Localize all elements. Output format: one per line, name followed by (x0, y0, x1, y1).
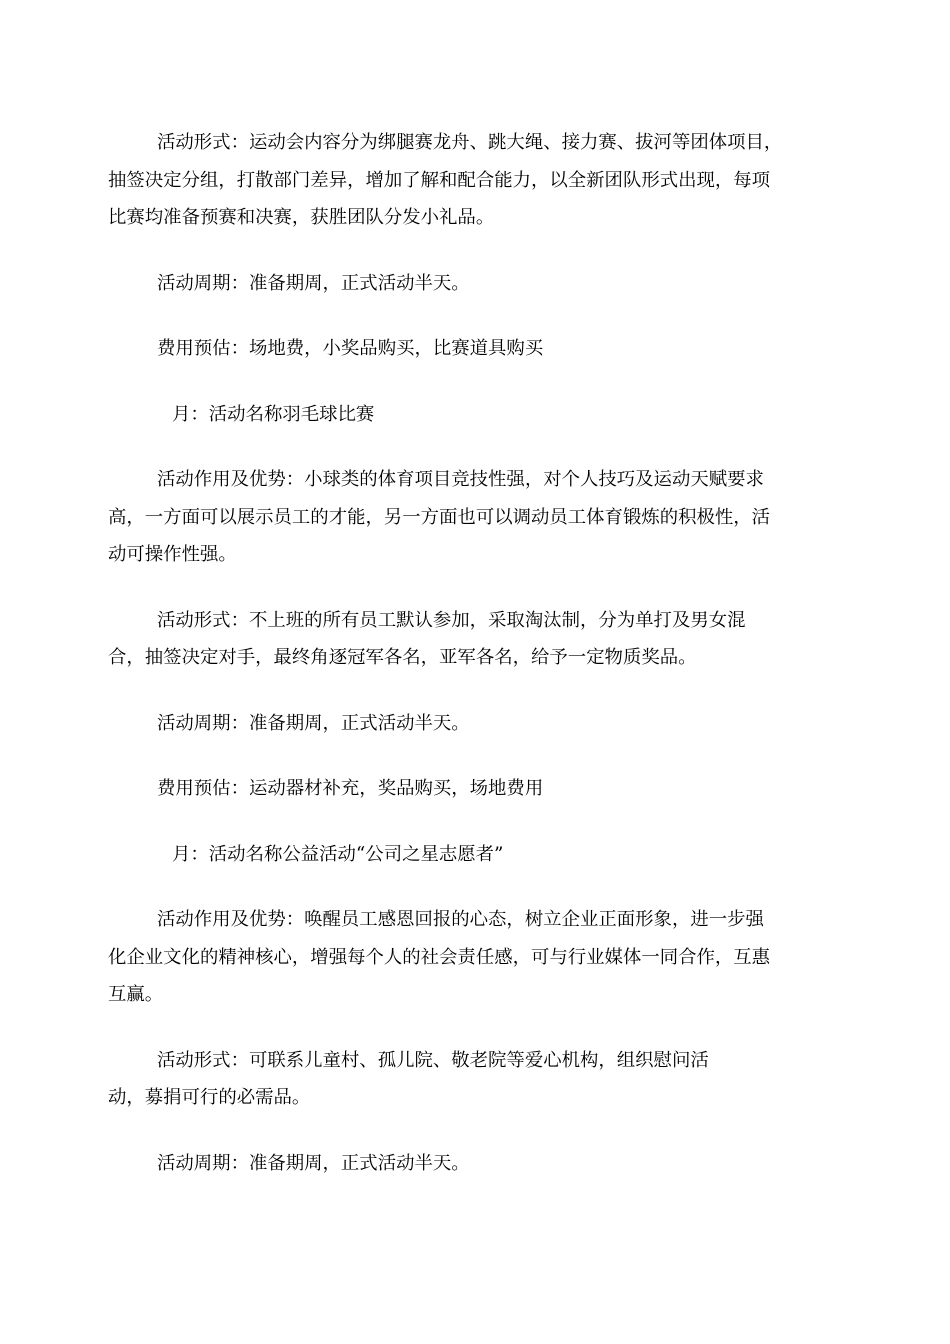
text-line: 月：活动名称羽毛球比赛 (172, 403, 375, 425)
text-line: 活动作用及优势：小球类的体育项目竞技性强，对个人技巧及运动天赋要求 (157, 469, 764, 490)
section-heading (108, 836, 843, 874)
paragraph (108, 265, 843, 303)
text-line: 互赢。 (108, 984, 164, 1005)
text-line: 高，一方面可以展示员工的才能，另一方面也可以调动员工体育锻炼的积极性，活 (108, 506, 771, 528)
text-line: 活动周期：准备期周，正式活动半天。 (157, 712, 470, 734)
paragraph (108, 901, 843, 1014)
text-line: 活动周期：准备期周，正式活动半天。 (157, 1152, 470, 1174)
text-line: 费用预估：运动器材补充，奖品购买，场地费用 (157, 778, 544, 799)
paragraph (108, 705, 843, 743)
text-line: 抽签决定分组，打散部门差异，增加了解和配合能力，以全新团队形式出现，每项 (108, 169, 771, 191)
paragraph (108, 1145, 843, 1183)
text-line: 活动周期：准备期周，正式活动半天。 (157, 272, 470, 294)
paragraph (108, 461, 843, 574)
paragraph (108, 330, 843, 368)
text-line: 比赛均准备预赛和决赛，获胜团队分发小礼品。 (108, 207, 495, 228)
text-line: 活动作用及优势：唤醒员工感恩回报的心态，树立企业正面形象，进一步强 (157, 909, 764, 930)
text-line: 活动形式：可联系儿童村、孤儿院、敬老院等爱心机构，组织慰问活 (157, 1049, 709, 1071)
text-line: 活动形式：不上班的所有员工默认参加，采取淘汰制，分为单打及男女混 (157, 609, 746, 631)
text-line: 动，募捐可行的必需品。 (108, 1087, 311, 1108)
text-line: 费用预估：场地费，小奖品购买，比赛道具购买 (157, 338, 544, 359)
text-line: 合，抽签决定对手，最终角逐冠军各名，亚军各名，给予一定物质奖品。 (108, 647, 697, 668)
text-line: 活动形式：运动会内容分为绑腿赛龙舟、跳大绳、接力赛、拔河等团体项目， (157, 132, 783, 153)
text-line: 动可操作性强。 (108, 544, 237, 565)
paragraph (108, 124, 843, 237)
section-heading (108, 396, 843, 434)
paragraph (108, 602, 843, 677)
document-body (108, 124, 843, 1210)
text-line: 化企业文化的精神核心，增强每个人的社会责任感，可与行业媒体一同合作，互惠 (108, 946, 771, 968)
paragraph (108, 1042, 843, 1117)
paragraph (108, 770, 843, 808)
text-line: 月：活动名称公益活动“公司之星志愿者” (172, 843, 504, 865)
